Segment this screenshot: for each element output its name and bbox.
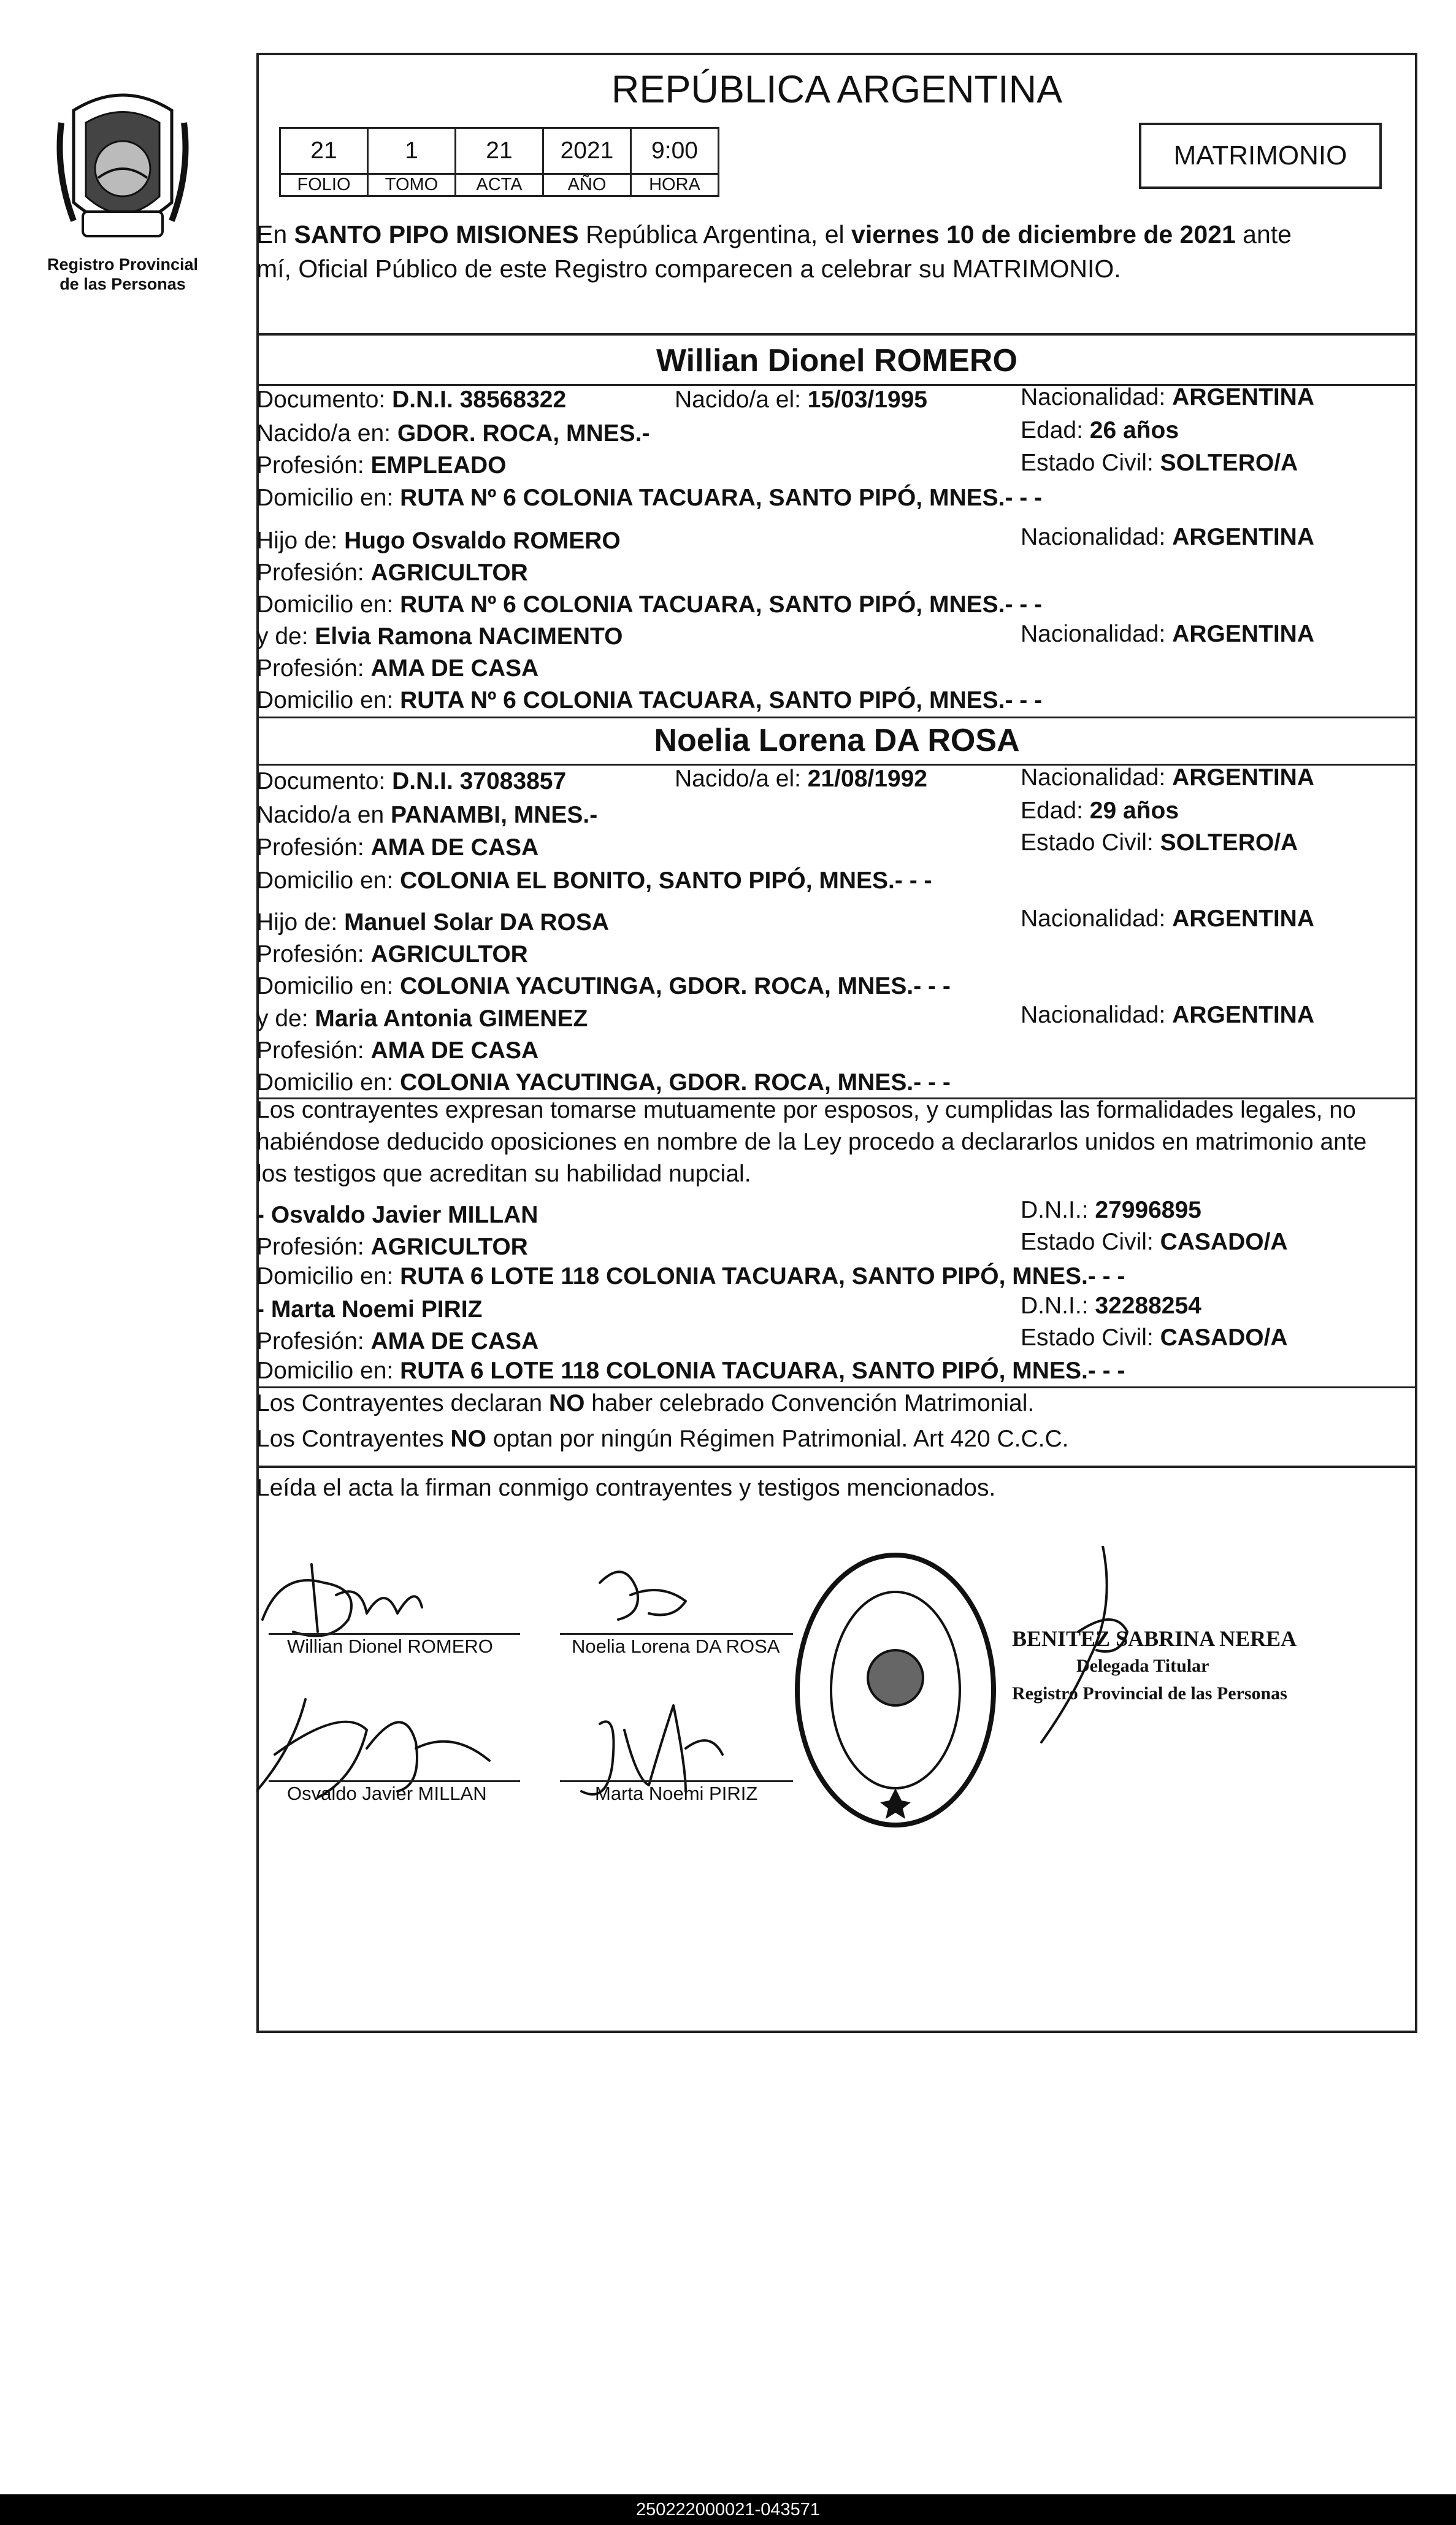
divider xyxy=(256,1386,1417,1388)
folio-value: 21 xyxy=(280,128,368,174)
witness1-domicile: Domicilio en: RUTA 6 LOTE 118 COLONIA TACUARA, SANTO PIPÓ, MNES.- - - xyxy=(256,1263,1125,1289)
signature-stroke xyxy=(600,1572,686,1620)
signature-name-2: Noelia Lorena DA ROSA xyxy=(572,1635,780,1657)
spouse2-mother-profession: Profesión: AMA DE CASA xyxy=(256,1037,539,1064)
spouse1-father-nationality: Nacionalidad: ARGENTINA xyxy=(1021,524,1315,550)
anio-label: AÑO xyxy=(543,174,631,196)
registry-logo xyxy=(49,86,196,258)
spouse2-father-nationality: Nacionalidad: ARGENTINA xyxy=(1021,905,1315,932)
intro-place: SANTO PIPO MISIONES xyxy=(294,220,579,248)
spouse1-father-profession: Profesión: AGRICULTOR xyxy=(256,559,528,586)
signature-name-3: Osvaldo Javier MILLAN xyxy=(287,1783,487,1804)
spouse2-mother-nationality: Nacionalidad: ARGENTINA xyxy=(1021,1002,1315,1028)
spouse1-nationality: Nacionalidad: ARGENTINA xyxy=(1021,384,1315,410)
spouse1-name: Willian Dionel ROMERO xyxy=(656,343,1017,379)
spouse1-profession: Profesión: EMPLEADO xyxy=(256,452,507,478)
spouse1-father: Hijo de: Hugo Osvaldo ROMERO xyxy=(256,528,621,554)
declaration-line-3: los testigos que acreditan su habilidad nupcial. xyxy=(256,1161,751,1187)
spouse2-document: Documento: D.N.I. 37083857 xyxy=(256,768,567,794)
hora-label: HORA xyxy=(631,174,719,196)
divider xyxy=(256,717,1417,718)
witness2-name: - Marta Noemi PIRIZ xyxy=(256,1296,483,1323)
spouse2-nationality: Nacionalidad: ARGENTINA xyxy=(1021,764,1315,791)
registry-label-line2: de las Personas xyxy=(59,275,186,293)
tomo-label: TOMO xyxy=(368,174,456,196)
spouse2-domicile: Domicilio en: COLONIA EL BONITO, SANTO PIPÓ, MNES.- - - xyxy=(256,867,932,894)
record-numbers-table xyxy=(279,127,719,197)
intro-text: En xyxy=(256,220,294,248)
spouse1-father-domicile: Domicilio en: RUTA Nº 6 COLONIA TACUARA, SANTO PIPÓ, MNES.- - - xyxy=(256,591,1043,618)
shield-emblem-icon xyxy=(49,86,196,258)
stamp-seal-icon xyxy=(791,1546,1000,1834)
signature-stroke xyxy=(262,1564,422,1636)
folio-label: FOLIO xyxy=(280,174,368,196)
officer-role: Delegada Titular xyxy=(1076,1656,1209,1676)
spouse1-mother-nationality: Nacionalidad: ARGENTINA xyxy=(1021,621,1315,647)
spouse2-father: Hijo de: Manuel Solar DA ROSA xyxy=(256,909,610,936)
witness2-dni: D.N.I.: 32288254 xyxy=(1021,1293,1201,1319)
witness2-domicile: Domicilio en: RUTA 6 LOTE 118 COLONIA TACUARA, SANTO PIPÓ, MNES.- - - xyxy=(256,1358,1125,1384)
intro-line-2: mí, Oficial Público de este Registro comparecen a celebrar su MATRIMONIO. xyxy=(256,255,1121,283)
intro-line-1 xyxy=(256,220,1292,249)
hora-value: 9:00 xyxy=(631,128,719,174)
regime-line-2: Los Contrayentes NO optan por ningún Régimen Patrimonial. Art 420 C.C.C. xyxy=(256,1426,1069,1452)
document-code-bar: 250222000021-043571 xyxy=(0,2494,1456,2525)
spouse1-age: Edad: 26 años xyxy=(1021,417,1179,444)
witness1-profession: Profesión: AGRICULTOR xyxy=(256,1234,528,1260)
signature-name-4: Marta Noemi PIRIZ xyxy=(595,1783,758,1804)
spouse1-mother-profession: Profesión: AMA DE CASA xyxy=(256,655,539,682)
registry-label-line1: Registro Provincial xyxy=(47,255,199,274)
intro-text: ante xyxy=(1235,220,1292,248)
acta-label: ACTA xyxy=(456,174,543,196)
spouse2-name: Noelia Lorena DA ROSA xyxy=(654,723,1020,758)
anio-value: 2021 xyxy=(543,128,631,174)
spouse1-civil-status: Estado Civil: SOLTERO/A xyxy=(1021,450,1298,476)
record-type-box: MATRIMONIO xyxy=(1139,123,1382,189)
spouse1-mother: y de: Elvia Ramona NACIMENTO xyxy=(256,623,623,650)
spouse2-profession: Profesión: AMA DE CASA xyxy=(256,834,539,861)
spouse2-mother: y de: Maria Antonia GIMENEZ xyxy=(256,1005,588,1032)
intro-text: República Argentina, el xyxy=(578,220,852,248)
spouse1-birthdate: Nacido/a el: 15/03/1995 xyxy=(675,386,927,413)
official-stamp xyxy=(791,1546,1000,1834)
signature-name-1: Willian Dionel ROMERO xyxy=(287,1635,493,1657)
spouse1-document: Documento: D.N.I. 38568322 xyxy=(256,386,567,413)
spouse2-father-domicile: Domicilio en: COLONIA YACUTINGA, GDOR. ROCA, MNES.- - - xyxy=(256,973,951,999)
spouse1-domicile: Domicilio en: RUTA Nº 6 COLONIA TACUARA, SANTO PIPÓ, MNES.- - - xyxy=(256,485,1043,511)
witness1-civil-status: Estado Civil: CASADO/A xyxy=(1021,1229,1288,1255)
witness1-dni: D.N.I.: 27996895 xyxy=(1021,1197,1201,1223)
declaration-line-2: habiéndose deducido oposiciones en nombre de la Ley procedo a declararlos unidos en matrimonio ante xyxy=(256,1129,1367,1155)
spouse2-civil-status: Estado Civil: SOLTERO/A xyxy=(1021,829,1298,856)
officer-office: Registro Provincial de las Personas xyxy=(1012,1683,1287,1704)
intro-date: viernes 10 de diciembre de 2021 xyxy=(851,220,1236,248)
tomo-value: 1 xyxy=(368,128,456,174)
spouse2-father-profession: Profesión: AGRICULTOR xyxy=(256,941,528,967)
spouse2-birthdate: Nacido/a el: 21/08/1992 xyxy=(675,766,927,792)
closing-text: Leída el acta la firman conmigo contrayentes y testigos mencionados. xyxy=(256,1475,996,1501)
regime-line-1: Los Contrayentes declaran NO haber celebrado Convención Matrimonial. xyxy=(256,1390,1035,1416)
witness2-profession: Profesión: AMA DE CASA xyxy=(256,1328,539,1355)
acta-value: 21 xyxy=(456,128,543,174)
divider xyxy=(256,1466,1417,1468)
declaration-line-1: Los contrayentes expresan tomarse mutuamente por esposos, y cumplidas las formalidades legales, no xyxy=(256,1097,1356,1123)
spouse2-birthplace: Nacido/a en PANAMBI, MNES.- xyxy=(256,802,598,828)
spouse2-age: Edad: 29 años xyxy=(1021,797,1179,824)
spouse1-birthplace: Nacido/a en: GDOR. ROCA, MNES.- xyxy=(256,420,650,447)
witness2-civil-status: Estado Civil: CASADO/A xyxy=(1021,1324,1288,1351)
divider xyxy=(256,333,1417,336)
spouse1-mother-domicile: Domicilio en: RUTA Nº 6 COLONIA TACUARA, SANTO PIPÓ, MNES.- - - xyxy=(256,687,1043,713)
page-title: REPÚBLICA ARGENTINA xyxy=(611,68,1063,111)
spouse2-mother-domicile: Domicilio en: COLONIA YACUTINGA, GDOR. ROCA, MNES.- - - xyxy=(256,1069,951,1096)
officer-name: BENITEZ SABRINA NEREA xyxy=(1012,1626,1297,1651)
witness1-name: - Osvaldo Javier MILLAN xyxy=(256,1202,538,1228)
